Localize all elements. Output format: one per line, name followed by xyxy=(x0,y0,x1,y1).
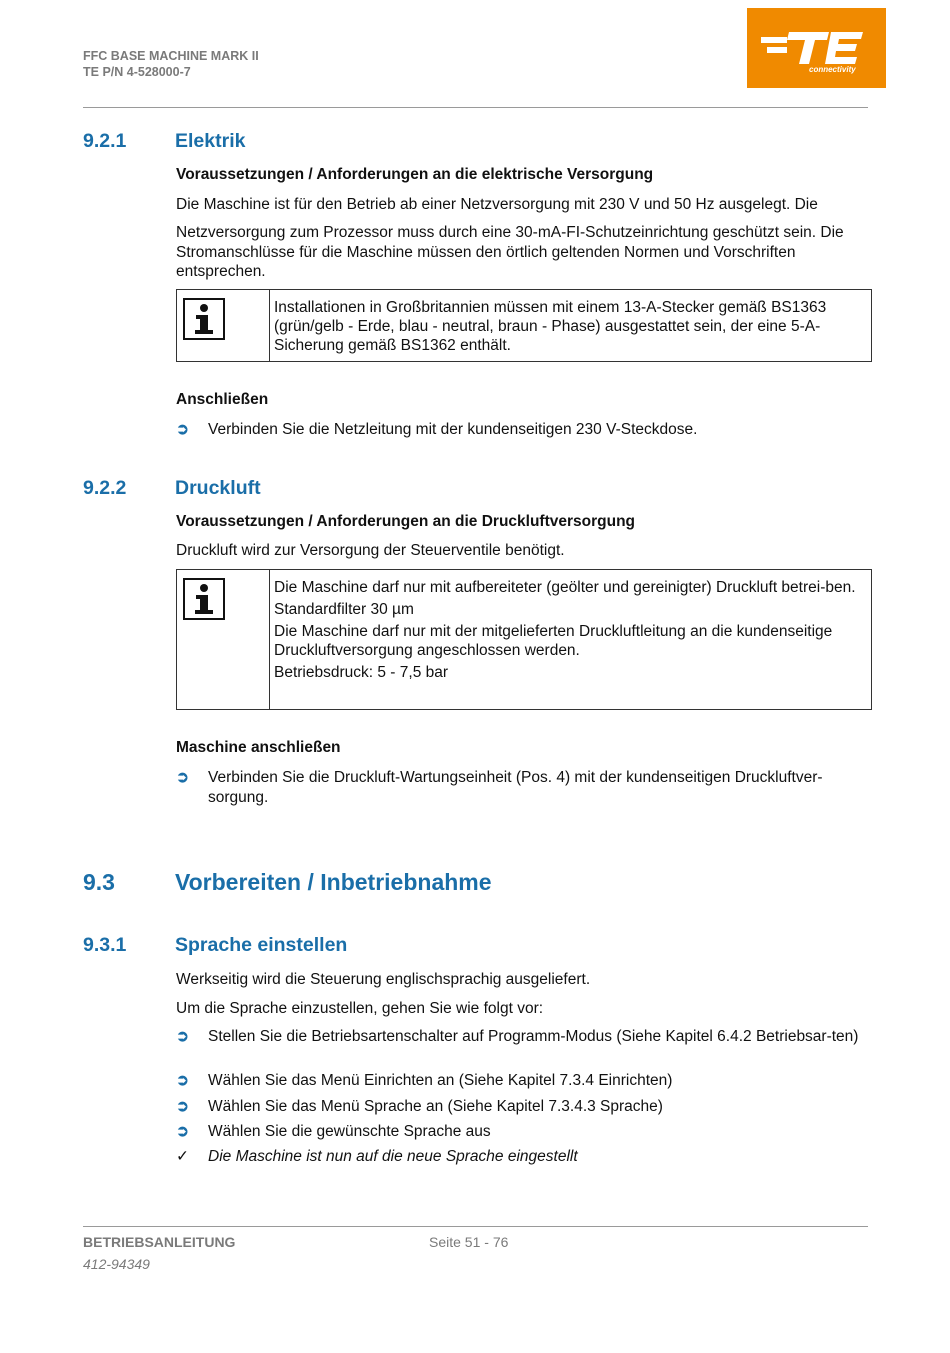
footer-page-number: Seite 51 - 76 xyxy=(429,1234,509,1250)
list-item-text: Verbinden Sie die Netzleitung mit der kundenseitigen 230 V-Steckdose. xyxy=(208,421,698,438)
result-text: Die Maschine ist nun auf die neue Sprache eingestellt xyxy=(208,1148,578,1165)
arrow-bullet-icon: ➲ xyxy=(176,421,189,438)
arrow-bullet-icon: ➲ xyxy=(176,1028,189,1045)
list-item xyxy=(176,420,876,440)
info-icon-cell xyxy=(177,570,270,709)
list-item-text: Verbinden Sie die Druckluft-Wartungseinheit (Pos. 4) mit der kundenseitigen Druckluftver-sorgung. xyxy=(208,769,823,806)
arrow-bullet-icon: ➲ xyxy=(176,1123,189,1140)
note-line: Standardfilter 30 µm xyxy=(274,601,414,618)
section-heading-9-2-2 xyxy=(83,477,783,501)
info-note-box xyxy=(176,289,872,362)
list-item-text: Wählen Sie das Menü Sprache an (Siehe Kapitel 7.3.4.3 Sprache) xyxy=(208,1098,663,1115)
note-line: Die Maschine darf nur mit aufbereiteter (geölter und gereinigter) Druckluft betrei-ben. xyxy=(274,579,856,596)
arrow-bullet-icon: ➲ xyxy=(176,769,189,786)
paragraph: Netzversorgung zum Prozessor muss durch eine 30-mA-FI-Schutzeinrichtung geschützt sein. Die Stromanschlüsse für die Maschine müssen den örtlich geltenden Normen und Vorschriften entsprechen. xyxy=(176,224,844,280)
subheading-electrical-requirements: Voraussetzungen / Anforderungen an die elektrische Versorgung xyxy=(176,166,654,183)
list-item-text: Wählen Sie die gewünschte Sprache aus xyxy=(208,1123,491,1140)
header-part-number: TE P/N 4-528000-7 xyxy=(83,65,191,79)
section-title: Druckluft xyxy=(175,477,261,499)
document-header xyxy=(83,48,259,80)
checkmark-icon: ✓ xyxy=(176,1148,189,1165)
info-icon-cell xyxy=(177,290,270,361)
note-text: Installationen in Großbritannien müssen mit einem 13-A-Stecker gemäß BS1363 (grün/gelb - Erde, blau - neutral, braun - Phase) ausgestattet sein, der eine 5-A-Sicherung gemäß BS1362 enthält. xyxy=(274,299,827,354)
info-note-box xyxy=(176,569,872,710)
footer-document-number: 412-94349 xyxy=(83,1256,150,1272)
list-item-text: Wählen Sie das Menü Einrichten an (Siehe Kapitel 7.3.4 Einrichten) xyxy=(208,1072,673,1089)
subheading-air-requirements: Voraussetzungen / Anforderungen an die Druckluftversorgung xyxy=(176,513,636,530)
list-item xyxy=(176,1071,876,1091)
footer-rule xyxy=(83,1226,868,1227)
section-heading-9-2-1 xyxy=(83,130,783,154)
info-icon xyxy=(183,298,225,340)
chapter-title: Vorbereiten / Inbetriebnahme xyxy=(175,869,492,895)
header-title: FFC BASE MACHINE MARK II xyxy=(83,49,259,63)
arrow-bullet-icon: ➲ xyxy=(176,1072,189,1089)
te-logo-icon xyxy=(747,8,886,88)
header-rule xyxy=(83,107,868,108)
list-item xyxy=(176,1122,876,1142)
list-item xyxy=(176,1027,876,1067)
note-line: Die Maschine darf nur mit der mitgelieferten Druckluftleitung an die kundenseitige Druckluftversorgung angeschlossen werden. xyxy=(274,623,833,659)
list-item xyxy=(176,1097,876,1117)
info-icon xyxy=(183,578,225,620)
subheading-connect: Anschließen xyxy=(176,391,269,408)
paragraph: Um die Sprache einzustellen, gehen Sie wie folgt vor: xyxy=(176,1000,544,1017)
paragraph: Werkseitig wird die Steuerung englischsprachig ausgeliefert. xyxy=(176,971,591,988)
section-number: 9.2.2 xyxy=(83,477,127,499)
section-heading-9-3-1 xyxy=(83,934,783,958)
chapter-heading-9-3 xyxy=(83,869,783,899)
list-item xyxy=(176,768,876,808)
subheading-machine-connect: Maschine anschließen xyxy=(176,739,341,756)
section-number: 9.2.1 xyxy=(83,130,127,152)
note-line: Betriebsdruck: 5 - 7,5 bar xyxy=(274,664,449,681)
section-title: Elektrik xyxy=(175,130,246,152)
footer-manual-label: BETRIEBSANLEITUNG xyxy=(83,1234,236,1250)
note-text xyxy=(274,578,859,682)
paragraph: Die Maschine ist für den Betrieb ab einer Netzversorgung mit 230 V und 50 Hz ausgelegt. Die xyxy=(176,196,818,213)
list-item-text: Stellen Sie die Betriebsartenschalter auf Programm-Modus (Siehe Kapitel 6.4.2 Betriebsar-ten) xyxy=(208,1028,859,1045)
paragraph: Druckluft wird zur Versorgung der Steuerventile benötigt. xyxy=(176,542,565,559)
logo-text: connectivity xyxy=(809,65,856,74)
chapter-number: 9.3 xyxy=(83,869,115,895)
te-logo xyxy=(747,8,886,88)
result-item xyxy=(176,1147,876,1167)
arrow-bullet-icon: ➲ xyxy=(176,1098,189,1115)
section-number: 9.3.1 xyxy=(83,934,127,956)
section-title: Sprache einstellen xyxy=(175,934,348,956)
